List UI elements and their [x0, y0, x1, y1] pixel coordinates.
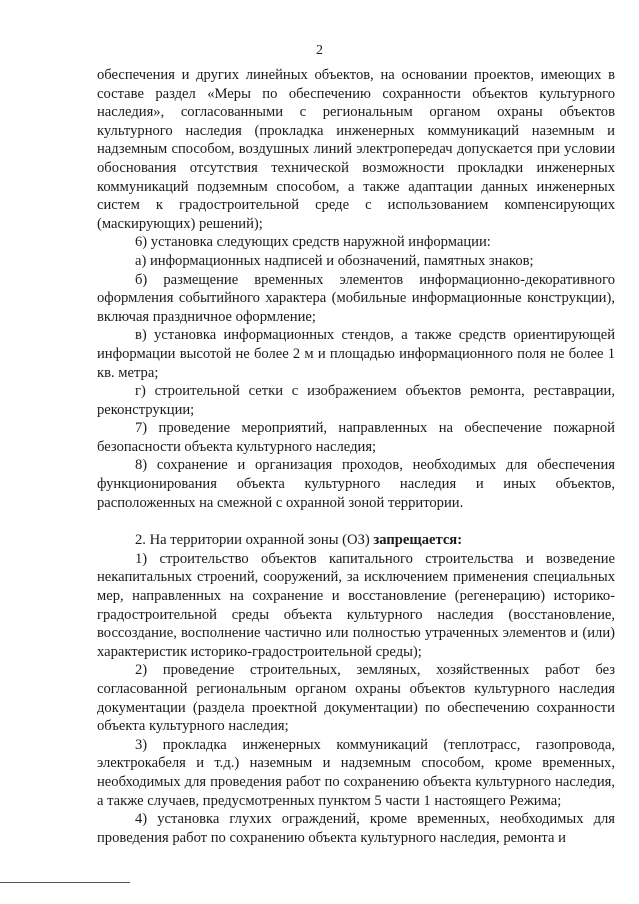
list-item: 1) строительство объектов капитального строительства и возведение некапитальных строений, сооружений, за исключением применения специальных мер, направленных на сохранение и восстановление (регенерацию) историко-градостроительной среды объекта культурного наследия (восстановление, воссоздание, восполнение частично или полностью утраченных элементов и (или) характеристик историко-градостроительной среды); — [97, 550, 615, 660]
paragraph: обеспечения и других линейных объектов, на основании проектов, имеющих в составе раздел «Меры по обеспечению сохранности объектов культурного наследия», согласованными с региональным органом охраны объектов культурного наследия (прокладка инженерных коммуникаций наземным и надземным способом, воздушных линий электропередач допускается при условии обоснования отсутствия технической возможности прокладки инженерных коммуникаций подземным способом, а также адаптации данных инженерных систем к градостроительной среде с использованием компенсирующих (маскирующих) решений); — [97, 67, 615, 232]
list-item: а) информационных надписей и обозначений, памятных знаков; — [135, 252, 534, 269]
footer-rule — [0, 882, 130, 883]
document-body — [97, 66, 615, 847]
section-heading-emphasis: запрещается: — [373, 532, 463, 549]
list-item: в) установка информационных стендов, а также средств ориентирующей информации высотой не более 2 м и площадью информационного поля не более 1 кв. метра; — [97, 327, 615, 381]
paragraph-gap — [97, 512, 615, 531]
list-item: г) строительной сетки с изображением объектов ремонта, реставрации, реконструкции; — [97, 383, 615, 418]
list-item: 8) сохранение и организация проходов, необходимых для обеспечения функционирования объекта культурного наследия и иных объектов, расположенных на смежной с охранной зоной территории. — [97, 457, 615, 511]
list-item: 6) установка следующих средств наружной информации: — [135, 234, 491, 251]
list-item: б) размещение временных элементов информационно-декоративного оформления событийного характера (мобильные информационные конструкции), включая праздничное оформление; — [97, 271, 615, 325]
list-item: 2) проведение строительных, земляных, хозяйственных работ без согласованной региональным органом охраны объектов культурного наследия документации (раздела проектной документации) по обеспечению сохранности объекта культурного наследия; — [97, 662, 615, 735]
list-item: 4) установка глухих ограждений, кроме временных, необходимых для проведения работ по сохранению объекта культурного наследия, ремонта и — [97, 811, 615, 846]
section-heading — [97, 531, 615, 550]
section-heading-lead: 2. На территории охранной зоны (ОЗ) — [135, 532, 374, 549]
list-item: 3) прокладка инженерных коммуникаций (теплотрасс, газопровода, электрокабеля и т.д.) наземным и надземным способом, кроме временных, необходимых для проведения работ по сохранению объекта культурного наследия, а также случаев, предусмотренных пунктом 5 части 1 настоящего Режима; — [97, 736, 615, 809]
list-item: 7) проведение мероприятий, направленных на обеспечение пожарной безопасности объекта культурного наследия; — [97, 420, 615, 455]
page-number: 2 — [316, 43, 323, 58]
